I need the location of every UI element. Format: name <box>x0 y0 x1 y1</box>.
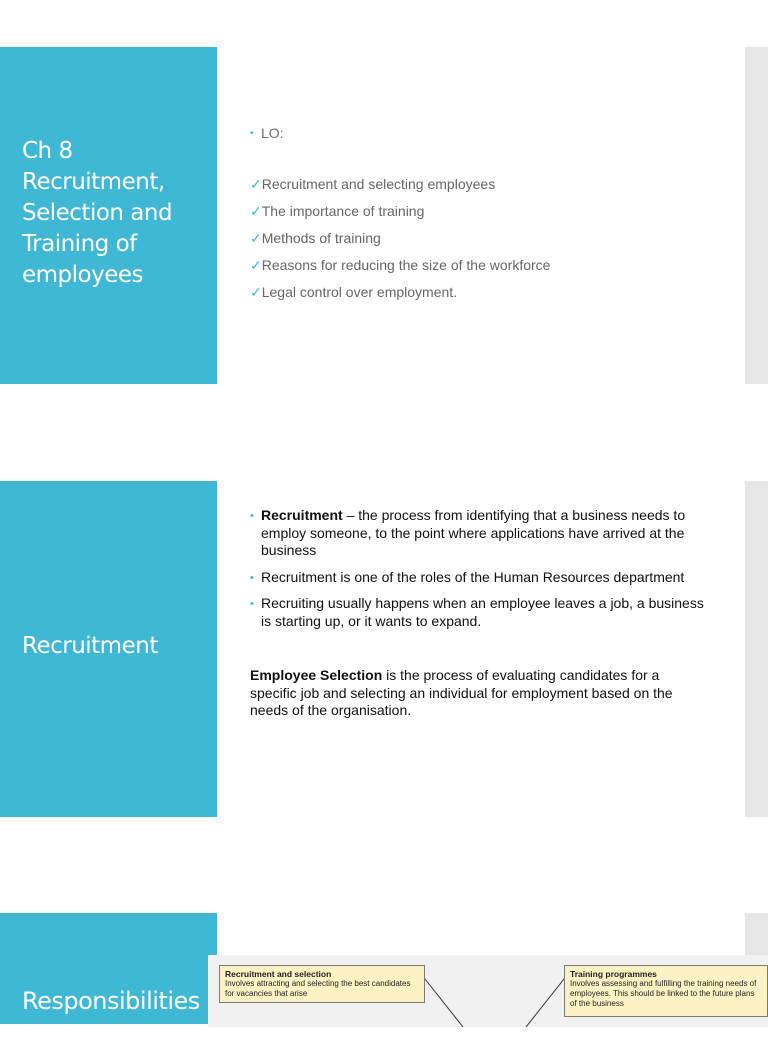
objective-item <box>250 198 550 225</box>
objective-item <box>250 171 550 198</box>
objectives-content <box>250 125 550 306</box>
box-text: Involves assessing and fulfilling the training needs of employees. This should be linked to the future plans of the business <box>570 979 757 1008</box>
slide-edge <box>745 913 768 955</box>
check-icon: ✓ <box>250 203 262 219</box>
slide-responsibilities <box>0 913 768 1045</box>
slide-title-cut: o <box>22 1017 37 1045</box>
recruitment-bullets <box>250 507 711 630</box>
check-icon: ✓ <box>250 176 262 192</box>
recruitment-selection-box <box>219 965 425 1003</box>
slide-objectives <box>0 47 768 384</box>
bullet-text: Recruiting usually happens when an employee leaves a job, a business is starting up, or it wants to expand. <box>261 595 704 629</box>
slide-recruitment <box>0 481 768 817</box>
bullet-dot-icon: • <box>250 571 254 584</box>
bullet-text: Recruitment is one of the roles of the Human Resources department <box>261 568 685 585</box>
bullet-item <box>250 595 711 630</box>
bullet-text: – the process from identifying that a business needs to employ someone, to the point where applications have arrived at the business <box>261 507 686 558</box>
box-heading: Training programmes <box>570 969 657 979</box>
objective-item <box>250 279 550 306</box>
objective-text: Recruitment and selecting employees <box>261 176 496 192</box>
check-icon: ✓ <box>250 230 262 246</box>
training-programmes-box <box>564 965 768 1017</box>
box-text: Involves attracting and selecting the best candidates for vacancies that arise <box>225 979 411 998</box>
bullet-term: Recruitment <box>261 507 343 523</box>
objective-item <box>250 252 550 279</box>
objective-item <box>250 225 550 252</box>
slide-title: Ch 8 Recruitment, Selection and Training of employees <box>22 138 173 288</box>
box-heading: Recruitment and selection <box>225 969 332 979</box>
objective-text: Reasons for reducing the size of the workforce <box>261 257 551 273</box>
lo-line <box>250 125 550 143</box>
objective-text: Legal control over employment. <box>261 284 458 300</box>
objectives-list <box>250 171 550 306</box>
selection-paragraph <box>250 667 690 720</box>
slide-title: Responsibilities <box>22 987 200 1015</box>
slide-edge <box>745 481 768 817</box>
selection-term: Employee Selection <box>250 667 383 683</box>
title-panel <box>0 481 217 817</box>
recruitment-content <box>250 507 711 720</box>
responsibilities-diagram <box>208 955 768 1027</box>
bullet-dot-icon: • <box>250 510 254 522</box>
slide-edge <box>745 47 768 384</box>
title-panel <box>0 47 217 384</box>
check-icon: ✓ <box>250 284 262 300</box>
bullet-item <box>250 507 711 560</box>
lo-label: LO: <box>261 125 284 141</box>
objective-text: The importance of training <box>261 203 425 219</box>
check-icon: ✓ <box>250 257 262 273</box>
bullet-item <box>250 569 711 587</box>
slide-title: Recruitment <box>22 633 158 659</box>
bullet-dot-icon: • <box>250 598 254 610</box>
title-panel <box>0 913 217 1045</box>
bullet-dot-icon: • <box>250 128 254 139</box>
selection-definition: is the process of evaluating candidates for a specific job and selecting an individual for employment based on the needs of the organisation. <box>250 667 673 718</box>
objective-text: Methods of training <box>261 230 381 246</box>
